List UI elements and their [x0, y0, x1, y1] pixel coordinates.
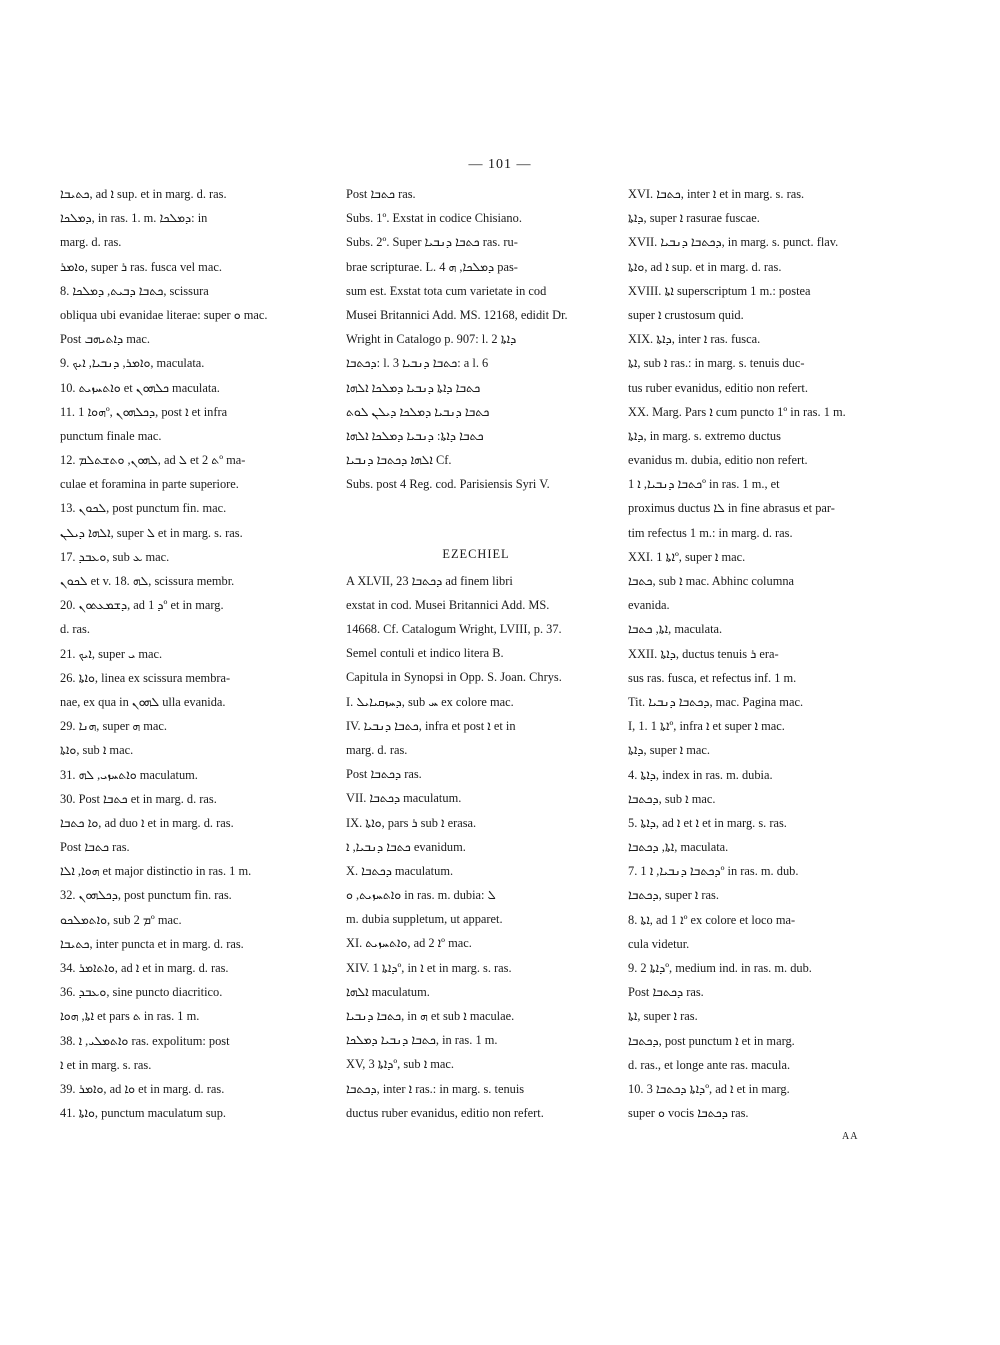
text-line: IX. ܘܐܬܐ, pars ܪ sub ܐ erasa.: [346, 815, 477, 830]
text-line: 12. ܠܗܘܢ, ܘܬܫܬܠܡ, ad ܠ et ܬ 2º ma-: [60, 453, 246, 468]
text-line: d. ras., et longe ante ras. macula.: [628, 1057, 791, 1072]
left-column: [60, 182, 328, 1125]
text-line: 8. ܟܬܒܐ ܕܒܝܬ, ܕܡܠܟܐ, scissura: [60, 283, 209, 298]
text-line: Post ܟܬܒܐ ras.: [60, 840, 130, 855]
section-gap: [346, 496, 606, 542]
text-line: ܕܟܬܒܐ, super ܐ ras.: [628, 888, 719, 903]
text-line: 5. ܕܐܬܐ, ad ܐ et ܐ et in marg. s. ras.: [628, 815, 787, 830]
text-line: ܗܘܐ, ܐܠܐ et major distinctio in ras. 1 m.: [60, 864, 252, 879]
text-line: 10. ܕܐܬܐ ܕܟܬܒܐ 3º, ad ܐ et in marg.: [628, 1081, 790, 1096]
text-line: culae et foramina in parte superiore.: [60, 477, 239, 492]
text-line: exstat in cod. Musei Britannici Add. MS.: [346, 597, 550, 612]
text-line: ܘܐܬܚܙܝܬ, ܘ in ras. m. dubia: ܠ: [346, 888, 496, 903]
text-line: IV. ܟܬܒܐ ܕܢܒܝܐ, infra et post ܐ et in: [346, 718, 516, 733]
text-line: tus ruber evanidus, editio non refert.: [628, 380, 808, 395]
text-line: XVI. ܟܬܒܐ, inter ܐ et in marg. s. ras.: [628, 187, 805, 201]
text-line: Post ܟܬܒܐ ras.: [346, 187, 416, 201]
text-line: XVII. ܕܟܬܒܐ ܕܢܒܝܐ, in marg. s. punct. flav.: [628, 235, 839, 250]
middle-column-top: [346, 182, 606, 496]
text-line: ܐܬܐ, ܟܬܒܐ, maculata.: [628, 622, 723, 637]
text-line: ܟܬܒܐ ܕܢܒܝܐ ܕܡܠܟܐ ܕܝܠܢ ܠܘܬ: [346, 404, 490, 419]
text-line: ܟܬܒܐ ܕܢܒܝܐ, ܐ evanidum.: [346, 839, 466, 854]
text-line: ductus ruber evanidus, editio non refert.: [346, 1105, 544, 1120]
text-line: ܕܟܬܒܐ, sub ܐ mac.: [628, 791, 716, 806]
text-line: I, 1. ܐܬܐ 1º, infra ܐ et super ܐ mac.: [628, 719, 785, 734]
text-line: obliqua ubi evanidae literae: super ܘ mac.: [60, 307, 268, 322]
text-line: ܕܐܬܐ, super ܐ mac.: [628, 743, 710, 758]
text-line: 29. ܗܢܐ, super ܗ mac.: [60, 719, 168, 734]
text-line: A XLVII, 23 ܕܟܬܒܐ ad finem libri: [346, 573, 513, 588]
text-line: ܟܬܝܒܐ, ad ܐ sup. et in marg. d. ras.: [60, 187, 227, 201]
text-line: ܐܠܗܐ ܕܝܠܢ, super ܠ et in marg. s. ras.: [60, 525, 243, 540]
text-line: ܟܬܒܐ ܕܢܒܝܐ ܕܡܠܟܐ, in ras. 1 m.: [346, 1033, 498, 1048]
text-line: Post ܕܟܬܒܐ ras.: [628, 985, 704, 1000]
page-number: — 101 —: [468, 157, 532, 172]
text-line: nae, ex qua in ܠܗܘܢ ulla evanida.: [60, 694, 226, 709]
text-line: XI. ܘܐܬܚܙܝܬ, ad ܐ 2º mac.: [346, 936, 472, 951]
text-line: ܐܬܐ, sub ܐ ras.: in marg. s. tenuis duc-: [628, 356, 805, 371]
text-line: 41. ܘܐܬܐ, punctum maculatum sup.: [60, 1106, 227, 1121]
text-line: 7. ܕܟܬܒܐ ܕܢܒܝܐ, ܐ 1º in ras. m. dub.: [628, 864, 799, 879]
text-line: 8. ܐܬܐ, ad ܐ 1º ex colore et loco ma-: [628, 912, 796, 927]
text-line: ܕܡܠܟܐ, in ras. 1. m. ܕܡܠܟܐ: in: [60, 211, 208, 226]
middle-column-bottom: [346, 569, 606, 1125]
text-line: ܟܬܒܐ ܕܐܬܐ: ܕܢܒܝܐ ܕܡܠܟܐ ܐܠܗܐ: [346, 428, 484, 443]
signature-mark: AA: [842, 1131, 859, 1142]
middle-column: [346, 182, 606, 1125]
text-line: ܐܠܗܐ ܕܟܬܒܐ ܕܢܒܝܐ Cf.: [346, 453, 452, 468]
text-line: ܘܐ ܟܬܒܐ, ad duo ܐ et in marg. d. ras.: [60, 815, 234, 830]
text-line: 10. ܘܐܬܚܙܝܬ et ܟܠܗܘܢ maculata.: [60, 380, 220, 395]
text-line: Capitula in Synopsi in Opp. S. Joan. Chrys.: [346, 670, 562, 685]
text-line: 30. Post ܟܬܒܐ et in marg. d. ras.: [60, 791, 217, 806]
text-line: super ܐ crustosum quid.: [628, 307, 744, 322]
text-line: 32. ܕܟܠܗܘܢ, post punctum fin. ras.: [60, 888, 232, 903]
text-line: 39. ܘܐܡܪ, ad ܘܐ et in marg. d. ras.: [60, 1081, 225, 1096]
text-line: XIV. ܕܐܬܐ 1º, in ܐ et in marg. s. ras.: [346, 960, 512, 975]
text-line: super ܘ vocis ܕܟܬܒܐ ras.: [628, 1106, 749, 1121]
text-line: XXII. ܕܐܬܐ, ductus tenuis ܪ era-: [628, 646, 779, 661]
text-line: ܐ et in marg. s. ras.: [60, 1057, 152, 1072]
text-line: Subs. 1º. Exstat in codice Chisiano.: [346, 211, 522, 226]
text-line: Musei Britannici Add. MS. 12168, edidit Dr.: [346, 307, 568, 322]
text-line: 17. ܘܥܒܕ, sub ܥ mac.: [60, 549, 170, 564]
text-line: 38. ܘܐܬܡܠܝ, ܐ ras. expolitum: post: [60, 1033, 230, 1048]
text-line: VII. ܕܟܬܒܐ maculatum.: [346, 791, 462, 806]
text-line: evanida.: [628, 598, 670, 613]
text-line: 11. ܗܘܐ 1º, ܕܟܠܗܘܢ, post ܐ et infra: [60, 404, 228, 419]
text-line: ܕܟܬܒܐ, inter ܐ ras.: in marg. s. tenuis: [346, 1081, 525, 1096]
text-line: 14668. Cf. Catalogum Wright, LVIII, p. 37.: [346, 622, 562, 636]
text-line: ܐܬܐ, ܕܟܬܒܐ, maculata.: [628, 840, 729, 855]
text-line: brae scripturae. L. 4 ܕܡܠܟܐ, ܗ pas-: [346, 259, 518, 274]
text-line: tim refectus 1 m.: in marg. d. ras.: [628, 525, 793, 540]
text-line: ܟܬܒܐ ܕܢܒܝܐ, in ܗ et sub ܐ maculae.: [346, 1009, 515, 1023]
text-line: Post ܕܐܬܝܗܒ mac.: [60, 332, 150, 347]
text-line: XIX. ܕܐܬܐ, inter ܐ ras. fusca.: [628, 332, 761, 347]
text-line: Wright in Catalogo p. 907: l. 2 ܕܐܬܐ: [346, 332, 517, 347]
text-line: Subs. post 4 Reg. cod. Parisiensis Syri V.: [346, 477, 550, 492]
text-line: Post ܕܟܬܒܐ ras.: [346, 767, 422, 782]
section-heading: EZECHIEL: [442, 547, 510, 562]
text-line: marg. d. ras.: [346, 742, 408, 757]
text-line: 31. ܘܐܬܚܙܝ, ܠܗ maculatum.: [60, 767, 198, 782]
text-line: ܟܬܒܐ ܕܐܬܐ ܕܢܒܝܐ ܕܡܠܟܐ ܐܠܗܐ: [346, 380, 481, 395]
text-line: XVIII. ܐܬܐ superscriptum 1 m.: postea: [628, 283, 811, 298]
text-line: ܘܐܬܐ, ad ܐ sup. et in marg. d. ras.: [628, 259, 782, 274]
text-line: ܘܐܡܪ, super ܪ ras. fusca vel mac.: [60, 259, 222, 274]
text-line: 21. ܐܝܟ, super ܝ mac.: [60, 646, 163, 661]
text-line: 9. ܕܐܬܐ 2º, medium ind. in ras. m. dub.: [628, 961, 812, 975]
text-line: ܐܬܐ, ܗܘܐ et pars ܬ in ras. 1 m.: [60, 1009, 200, 1024]
text-line: 20. ܕܫܡܥܬܘܢ, ad ܕ 1º et in marg.: [60, 598, 224, 613]
text-line: 36. ܘܥܒܕ, sine puncto diacritico.: [60, 985, 223, 1000]
text-line: d. ras.: [60, 622, 90, 637]
text-line: XXI. ܐܬܐ 1º, super ܐ mac.: [628, 549, 746, 564]
text-line: marg. d. ras.: [60, 235, 122, 250]
text-line: ܐܠܗܐ maculatum.: [346, 984, 430, 999]
text-line: ܐܬܐ, super ܐ ras.: [628, 1009, 698, 1024]
text-line: XX. Marg. Pars ܐ cum puncto 1º in ras. 1 m.: [628, 404, 846, 419]
right-column: [628, 182, 880, 1125]
text-line: ܕܐܬܐ, in marg. s. extremo ductus: [628, 428, 781, 443]
text-line: I. ܕܚܙܩܝܐܝܠ, sub ܚ ex colore mac.: [346, 694, 514, 709]
text-line: ܟܬܒܐ ܕܢܒܝܐ, ܐ 1º in ras. 1 m., et: [628, 477, 780, 492]
text-line: ܠܟܘܢ et v. 18. ܠܗ, scissura membr.: [60, 574, 235, 588]
text-line: Subs. 2º. Super ܟܬܒܐ ܕܢܒܝܐ ras. ru-: [346, 235, 518, 250]
text-line: sum est. Exstat tota cum varietate in cod: [346, 283, 547, 298]
text-line: ܘܐܬܡܠܟܘ, sub ܡ 2º mac.: [60, 912, 182, 927]
text-line: cula videtur.: [628, 936, 690, 951]
text-line: ܕܟܬܒܐ: l. 3 ܟܬܒܐ ܕܢܒܝܐ: a l. 6: [346, 356, 489, 371]
text-line: X. ܕܟܬܒܐ maculatum.: [346, 863, 454, 878]
text-line: sus ras. fusca, et refectus inf. 1 m.: [628, 670, 797, 685]
text-line: m. dubia suppletum, ut apparet.: [346, 912, 503, 927]
text-line: 4. ܕܐܬܐ, index in ras. m. dubia.: [628, 767, 773, 782]
text-line: ܟܬܝܒܐ, inter puncta et in marg. d. ras.: [60, 936, 244, 951]
text-line: Semel contuli et indico litera B.: [346, 646, 504, 661]
text-line: Tit. ܕܟܬܒܐ ܕܢܒܝܐ, mac. Pagina mac.: [628, 694, 804, 709]
text-line: evanidus m. dubia, editio non refert.: [628, 453, 808, 468]
text-line: XV, ܕܐܬܐ 3º, sub ܐ mac.: [346, 1057, 455, 1072]
text-line: 9. ܘܐܡܪ, ܕܢܒܝܐ, ܐܝܟ, maculata.: [60, 356, 205, 371]
text-line: ܟܬܒܐ, sub ܐ mac. Abhinc columna: [628, 574, 795, 588]
text-line: ܘܐܬܐ, sub ܐ mac.: [60, 743, 134, 758]
text-line: ܕܐܬܐ, super ܐ rasurae fuscae.: [628, 211, 760, 226]
text-line: proximus ductus ܠܐ in fine abrasus et par-: [628, 501, 835, 516]
text-line: 26. ܘܐܬܐ, linea ex scissura membra-: [60, 670, 231, 685]
text-line: punctum finale mac.: [60, 428, 162, 443]
text-line: ܕܟܬܒܐ, post punctum ܐ et in marg.: [628, 1033, 795, 1048]
text-line: 34. ܘܐܬܐܡܪ, ad ܐ et in marg. d. ras.: [60, 961, 229, 975]
text-line: 13. ܠܟܘܢ, post punctum fin. mac.: [60, 501, 227, 516]
